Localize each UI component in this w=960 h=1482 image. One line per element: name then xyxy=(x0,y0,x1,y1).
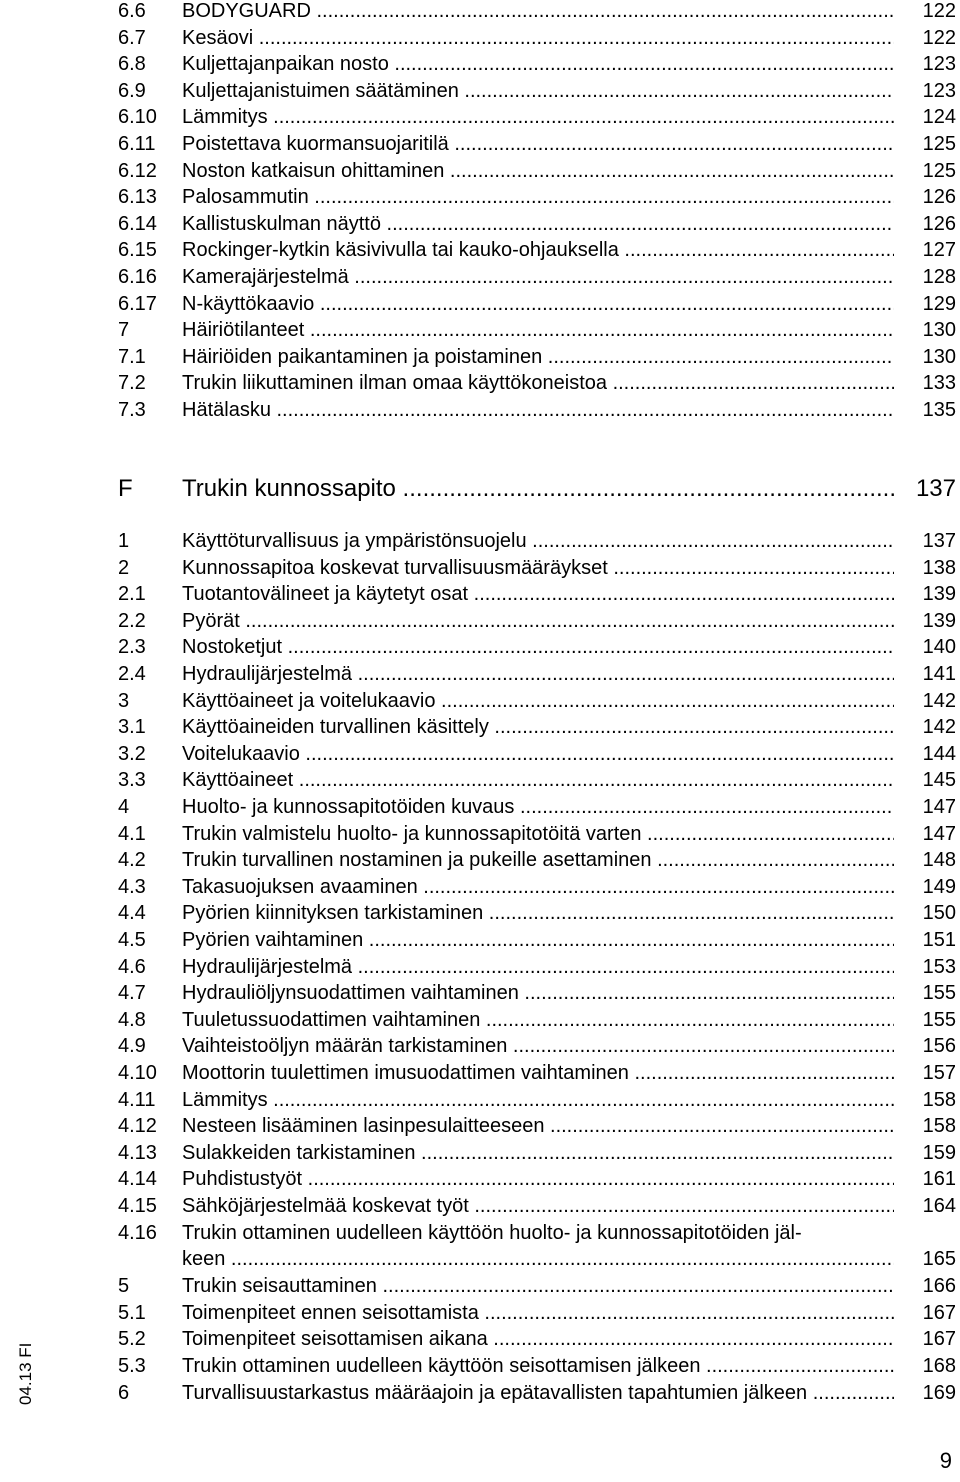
toc-entry-title: Trukin turvallinen nostaminen ja pukeille asettaminen ..... xyxy=(182,849,894,871)
toc-entry-title: Häiriötilanteet ..... xyxy=(182,319,894,341)
toc-entry-page: 149 xyxy=(922,876,956,898)
toc-entry-number: 2.2 xyxy=(118,610,146,632)
toc-entry-page: 130 xyxy=(922,319,956,341)
toc-entry[interactable] xyxy=(118,158,956,184)
toc-entry-title: Pyörien vaihtaminen ..... xyxy=(182,929,894,951)
toc-entry[interactable] xyxy=(118,794,956,820)
toc-entry[interactable] xyxy=(118,741,956,767)
toc-entry-number: 1 xyxy=(118,530,130,552)
toc-entry[interactable] xyxy=(118,1353,956,1379)
toc-entry[interactable] xyxy=(118,0,956,24)
toc-entry[interactable] xyxy=(118,397,956,423)
toc-entry-title: Nesteen lisääminen lasinpesulaitteeseen ..... xyxy=(182,1115,894,1137)
toc-entry[interactable] xyxy=(118,634,956,660)
toc-entry-title: Trukin ottaminen uudelleen käyttöön huolto- ja kunnossapitotöiden jäl- xyxy=(182,1222,802,1244)
toc-entry-number: 2.4 xyxy=(118,663,146,685)
toc-entry-number: 4.12 xyxy=(118,1115,157,1137)
toc-entry-title: Trukin liikuttaminen ilman omaa käyttökoneistoa ..... xyxy=(182,372,894,394)
toc-entry-page: 148 xyxy=(922,849,956,871)
toc-entry[interactable] xyxy=(118,1193,956,1219)
toc-entry-title: Hätälasku ..... xyxy=(182,399,894,421)
toc-entry[interactable] xyxy=(118,1060,956,1086)
toc-entry-number: 5.3 xyxy=(118,1355,146,1377)
toc-entry-page: 124 xyxy=(922,106,956,128)
toc-entry-number: 6.16 xyxy=(118,266,157,288)
toc-entry[interactable] xyxy=(118,131,956,157)
toc-entry-title: Lämmitys ..... xyxy=(182,106,894,128)
toc-entry-number: 6 xyxy=(118,1382,130,1404)
toc-entry-number: 7 xyxy=(118,319,130,341)
toc-entry-title: Pyörien kiinnityksen tarkistaminen ..... xyxy=(182,902,894,924)
toc-entry-page: 122 xyxy=(922,0,956,22)
toc-entry-page: 123 xyxy=(922,80,956,102)
toc-entry-number: 4.1 xyxy=(118,823,146,845)
toc-entry-page: 130 xyxy=(922,346,956,368)
toc-entry-number: 5.2 xyxy=(118,1328,146,1350)
toc-entry-number: 4.7 xyxy=(118,982,146,1004)
toc-entry-page: 128 xyxy=(922,266,956,288)
toc-entry-page: 125 xyxy=(922,160,956,182)
toc-entry-number: 4.2 xyxy=(118,849,146,871)
toc-entry-page: 138 xyxy=(922,557,956,579)
toc-entry-page: 157 xyxy=(922,1062,956,1084)
toc-entry-page: 165 xyxy=(922,1248,956,1270)
toc-entry-number: 6.15 xyxy=(118,239,157,261)
toc-entry[interactable] xyxy=(118,51,956,77)
toc-entry-number: 3.2 xyxy=(118,743,146,765)
toc-section-heading[interactable] xyxy=(118,473,956,505)
toc-entry-title: BODYGUARD ..... xyxy=(182,0,894,22)
toc-entry-page: 147 xyxy=(922,823,956,845)
toc-entry-title: Hydrauliöljynsuodattimen vaihtaminen ..... xyxy=(182,982,894,1004)
toc-entry[interactable] xyxy=(118,291,956,317)
toc-entry[interactable] xyxy=(118,1380,956,1406)
toc-entry-page: 144 xyxy=(922,743,956,765)
toc-entry-page: 133 xyxy=(922,372,956,394)
toc-entry-number: 3.1 xyxy=(118,716,146,738)
toc-entry[interactable] xyxy=(118,1220,956,1272)
toc-entry-page: 159 xyxy=(922,1142,956,1164)
toc-entry-number: 5.1 xyxy=(118,1302,146,1324)
toc-entry-number: 3.3 xyxy=(118,769,146,791)
toc-entry-title: Käyttöaineet ..... xyxy=(182,769,894,791)
toc-entry-page: 147 xyxy=(922,796,956,818)
toc-entry-title: Poistettava kuormansuojaritilä ..... xyxy=(182,133,894,155)
toc-entry[interactable] xyxy=(118,714,956,740)
toc-entry[interactable] xyxy=(118,264,956,290)
toc-entry-number: 6.12 xyxy=(118,160,157,182)
toc-entry-title: Kallistuskulman näyttö ..... xyxy=(182,213,894,235)
toc-entry-title: Kuljettajanpaikan nosto ..... xyxy=(182,53,894,75)
toc-entry-page: 158 xyxy=(922,1115,956,1137)
toc-entry-page: 166 xyxy=(922,1275,956,1297)
toc-entry-page: 142 xyxy=(922,716,956,738)
toc-entry-number: 2.1 xyxy=(118,583,146,605)
toc-entry-title: Rockinger-kytkin käsivivulla tai kauko-ohjauksella ..... xyxy=(182,239,894,261)
toc-entry-title: Pyörät ..... xyxy=(182,610,894,632)
toc-entry-number: 6.8 xyxy=(118,53,146,75)
toc-entry-title: Trukin seisauttaminen ..... xyxy=(182,1275,894,1297)
toc-entry-page: 125 xyxy=(922,133,956,155)
toc-entry[interactable] xyxy=(118,237,956,263)
toc-entry[interactable] xyxy=(118,184,956,210)
toc-entry-title: Sulakkeiden tarkistaminen ..... xyxy=(182,1142,894,1164)
toc-entry[interactable] xyxy=(118,528,956,554)
toc-entry-page: 139 xyxy=(922,610,956,632)
toc-entry-title: Kamerajärjestelmä ..... xyxy=(182,266,894,288)
toc-entry-page: 126 xyxy=(922,213,956,235)
toc-entry-title: Toimenpiteet seisottamisen aikana ..... xyxy=(182,1328,894,1350)
toc-entry-number: 4.16 xyxy=(118,1222,157,1244)
toc-entry-page: 158 xyxy=(922,1089,956,1111)
toc-entry-title: Palosammutin ..... xyxy=(182,186,894,208)
toc-entry[interactable] xyxy=(118,821,956,847)
toc-entry-page: 161 xyxy=(922,1168,956,1190)
toc-entry-title: Trukin valmistelu huolto- ja kunnossapitotöitä varten ..... xyxy=(182,823,894,845)
toc-entry-title: Tuotantovälineet ja käytetyt osat ..... xyxy=(182,583,894,605)
toc-entry-page: 137 xyxy=(922,530,956,552)
toc-entry-title: Puhdistustyöt ..... xyxy=(182,1168,894,1190)
toc-entry[interactable] xyxy=(118,25,956,51)
toc-entry-page: 153 xyxy=(922,956,956,978)
toc-entry-number: 6.6 xyxy=(118,0,146,22)
toc-entry-page: 140 xyxy=(922,636,956,658)
toc-entry-title-continued: keen ..... xyxy=(182,1246,894,1272)
toc-entry-number: 4.8 xyxy=(118,1009,146,1031)
toc-entry-number: 5 xyxy=(118,1275,130,1297)
toc-entry-number: 6.9 xyxy=(118,80,146,102)
toc-entry-page: 142 xyxy=(922,690,956,712)
toc-entry-page: 167 xyxy=(922,1302,956,1324)
toc-entry-number: 6.17 xyxy=(118,293,157,315)
toc-entry-title: Kuljettajanistuimen säätäminen ..... xyxy=(182,80,894,102)
toc-entry-page: 129 xyxy=(922,293,956,315)
toc-entry-title: Tuuletussuodattimen vaihtaminen ..... xyxy=(182,1009,894,1031)
toc-entry-page: 126 xyxy=(922,186,956,208)
toc-entry-page: 168 xyxy=(922,1355,956,1377)
toc-entry-number: 7.1 xyxy=(118,346,146,368)
toc-entry-title: N-käyttökaavio ..... xyxy=(182,293,894,315)
toc-entry-title: Käyttöaineet ja voitelukaavio ..... xyxy=(182,690,894,712)
toc-entry-page: 167 xyxy=(922,1328,956,1350)
toc-entry[interactable] xyxy=(118,661,956,687)
toc-entry-number: 4.9 xyxy=(118,1035,146,1057)
toc-entry[interactable] xyxy=(118,1113,956,1139)
toc-entry-number: 7.3 xyxy=(118,399,146,421)
toc-entry[interactable] xyxy=(118,581,956,607)
toc-entry[interactable] xyxy=(118,1273,956,1299)
toc-entry-page: 156 xyxy=(922,1035,956,1057)
toc-entry-page: 139 xyxy=(922,583,956,605)
toc-entry[interactable] xyxy=(118,1140,956,1166)
document-version-label: 04.13 FI xyxy=(16,1342,35,1405)
toc-entry-number: 2 xyxy=(118,557,130,579)
toc-entry-number: 4.15 xyxy=(118,1195,157,1217)
toc-entry-page: 135 xyxy=(922,399,956,421)
toc-entry[interactable] xyxy=(118,1033,956,1059)
toc-entry-number: 4.11 xyxy=(118,1089,156,1111)
toc-entry-title: Vaihteistoöljyn määrän tarkistaminen ..... xyxy=(182,1035,894,1057)
toc-entry-title: Kunnossapitoa koskevat turvallisuusmääräykset ..... xyxy=(182,557,894,579)
toc-entry-title: Takasuojuksen avaaminen ..... xyxy=(182,876,894,898)
toc-entry[interactable] xyxy=(118,317,956,343)
toc-entry[interactable] xyxy=(118,1326,956,1352)
toc-entry-number: 6.10 xyxy=(118,106,157,128)
toc-entry-number: 4.3 xyxy=(118,876,146,898)
toc-entry-number: 6.13 xyxy=(118,186,157,208)
toc-entry-title: Kesäovi ..... xyxy=(182,27,894,49)
toc-entry[interactable] xyxy=(118,874,956,900)
toc-entry[interactable] xyxy=(118,1300,956,1326)
toc-entry-page: 155 xyxy=(922,1009,956,1031)
toc-entry[interactable] xyxy=(118,78,956,104)
toc-entry[interactable] xyxy=(118,104,956,130)
toc-entry-title: Moottorin tuulettimen imusuodattimen vaihtaminen ..... xyxy=(182,1062,894,1084)
toc-entry-title: Huolto- ja kunnossapitotöiden kuvaus ..... xyxy=(182,796,894,818)
toc-entry-title: Lämmitys ..... xyxy=(182,1089,894,1111)
toc-entry-number: 4.10 xyxy=(118,1062,157,1084)
toc-entry-title: Turvallisuustarkastus määräajoin ja epätavallisten tapahtumien jälkeen ..... xyxy=(182,1382,894,1404)
toc-entry[interactable] xyxy=(118,344,956,370)
toc-entry-page: 155 xyxy=(922,982,956,1004)
toc-entry-number: 4.14 xyxy=(118,1168,157,1190)
toc-entry[interactable] xyxy=(118,767,956,793)
toc-entry-title: Toimenpiteet ennen seisottamista ..... xyxy=(182,1302,894,1324)
toc-entry[interactable] xyxy=(118,927,956,953)
toc-entry[interactable] xyxy=(118,555,956,581)
toc-entry-number: F xyxy=(118,475,133,502)
toc-entry[interactable] xyxy=(118,954,956,980)
toc-entry-page: 127 xyxy=(922,239,956,261)
toc-entry-number: 6.7 xyxy=(118,27,146,49)
toc-entry-number: 4.5 xyxy=(118,929,146,951)
toc-entry-number: 4 xyxy=(118,796,130,818)
toc-entry[interactable] xyxy=(118,370,956,396)
toc-entry[interactable] xyxy=(118,900,956,926)
toc-entry-number: 6.14 xyxy=(118,213,157,235)
toc-entry-page: 150 xyxy=(922,902,956,924)
page-number: 9 xyxy=(939,1448,952,1473)
toc-entry-page: 123 xyxy=(922,53,956,75)
toc-entry[interactable] xyxy=(118,1007,956,1033)
toc-entry-page: 151 xyxy=(922,929,956,951)
toc-entry[interactable] xyxy=(118,1166,956,1192)
toc-entry[interactable] xyxy=(118,211,956,237)
toc-entry-number: 7.2 xyxy=(118,372,146,394)
toc-entry-title: Häiriöiden paikantaminen ja poistaminen ..... xyxy=(182,346,894,368)
toc-entry-title: Noston katkaisun ohittaminen ..... xyxy=(182,160,894,182)
toc-entry-number: 4.13 xyxy=(118,1142,157,1164)
toc-entry-number: 6.11 xyxy=(118,133,156,155)
toc-entry-title: Hydraulijärjestelmä ..... xyxy=(182,956,894,978)
toc-entry-number: 4.4 xyxy=(118,902,146,924)
toc-entry-title: Voitelukaavio ..... xyxy=(182,743,894,765)
toc-entry[interactable] xyxy=(118,688,956,714)
toc-entry[interactable] xyxy=(118,608,956,634)
toc-entry-page: 137 xyxy=(915,475,956,502)
toc-entry-page: 122 xyxy=(922,27,956,49)
toc-entry-title: Trukin kunnossapito ..... xyxy=(182,475,894,502)
toc-entry-page: 141 xyxy=(922,663,956,685)
toc-entry-number: 3 xyxy=(118,690,130,712)
toc-entry-number: 2.3 xyxy=(118,636,146,658)
toc-entry-title: Käyttöaineiden turvallinen käsittely ..... xyxy=(182,716,894,738)
toc-entry[interactable] xyxy=(118,980,956,1006)
toc-entry-title: Trukin ottaminen uudelleen käyttöön seisottamisen jälkeen ..... xyxy=(182,1355,894,1377)
toc-entry-number: 4.6 xyxy=(118,956,146,978)
toc-entry-title: Sähköjärjestelmää koskevat työt ..... xyxy=(182,1195,894,1217)
toc-entry-page: 145 xyxy=(922,769,956,791)
toc-entry-page: 169 xyxy=(922,1382,956,1404)
toc-entry-title: Nostoketjut ..... xyxy=(182,636,894,658)
toc-entry[interactable] xyxy=(118,1087,956,1113)
toc-entry-page: 164 xyxy=(922,1195,956,1217)
toc-entry-title: Hydraulijärjestelmä ..... xyxy=(182,663,894,685)
toc-entry-title: Käyttöturvallisuus ja ympäristönsuojelu ..... xyxy=(182,530,894,552)
toc-entry[interactable] xyxy=(118,847,956,873)
